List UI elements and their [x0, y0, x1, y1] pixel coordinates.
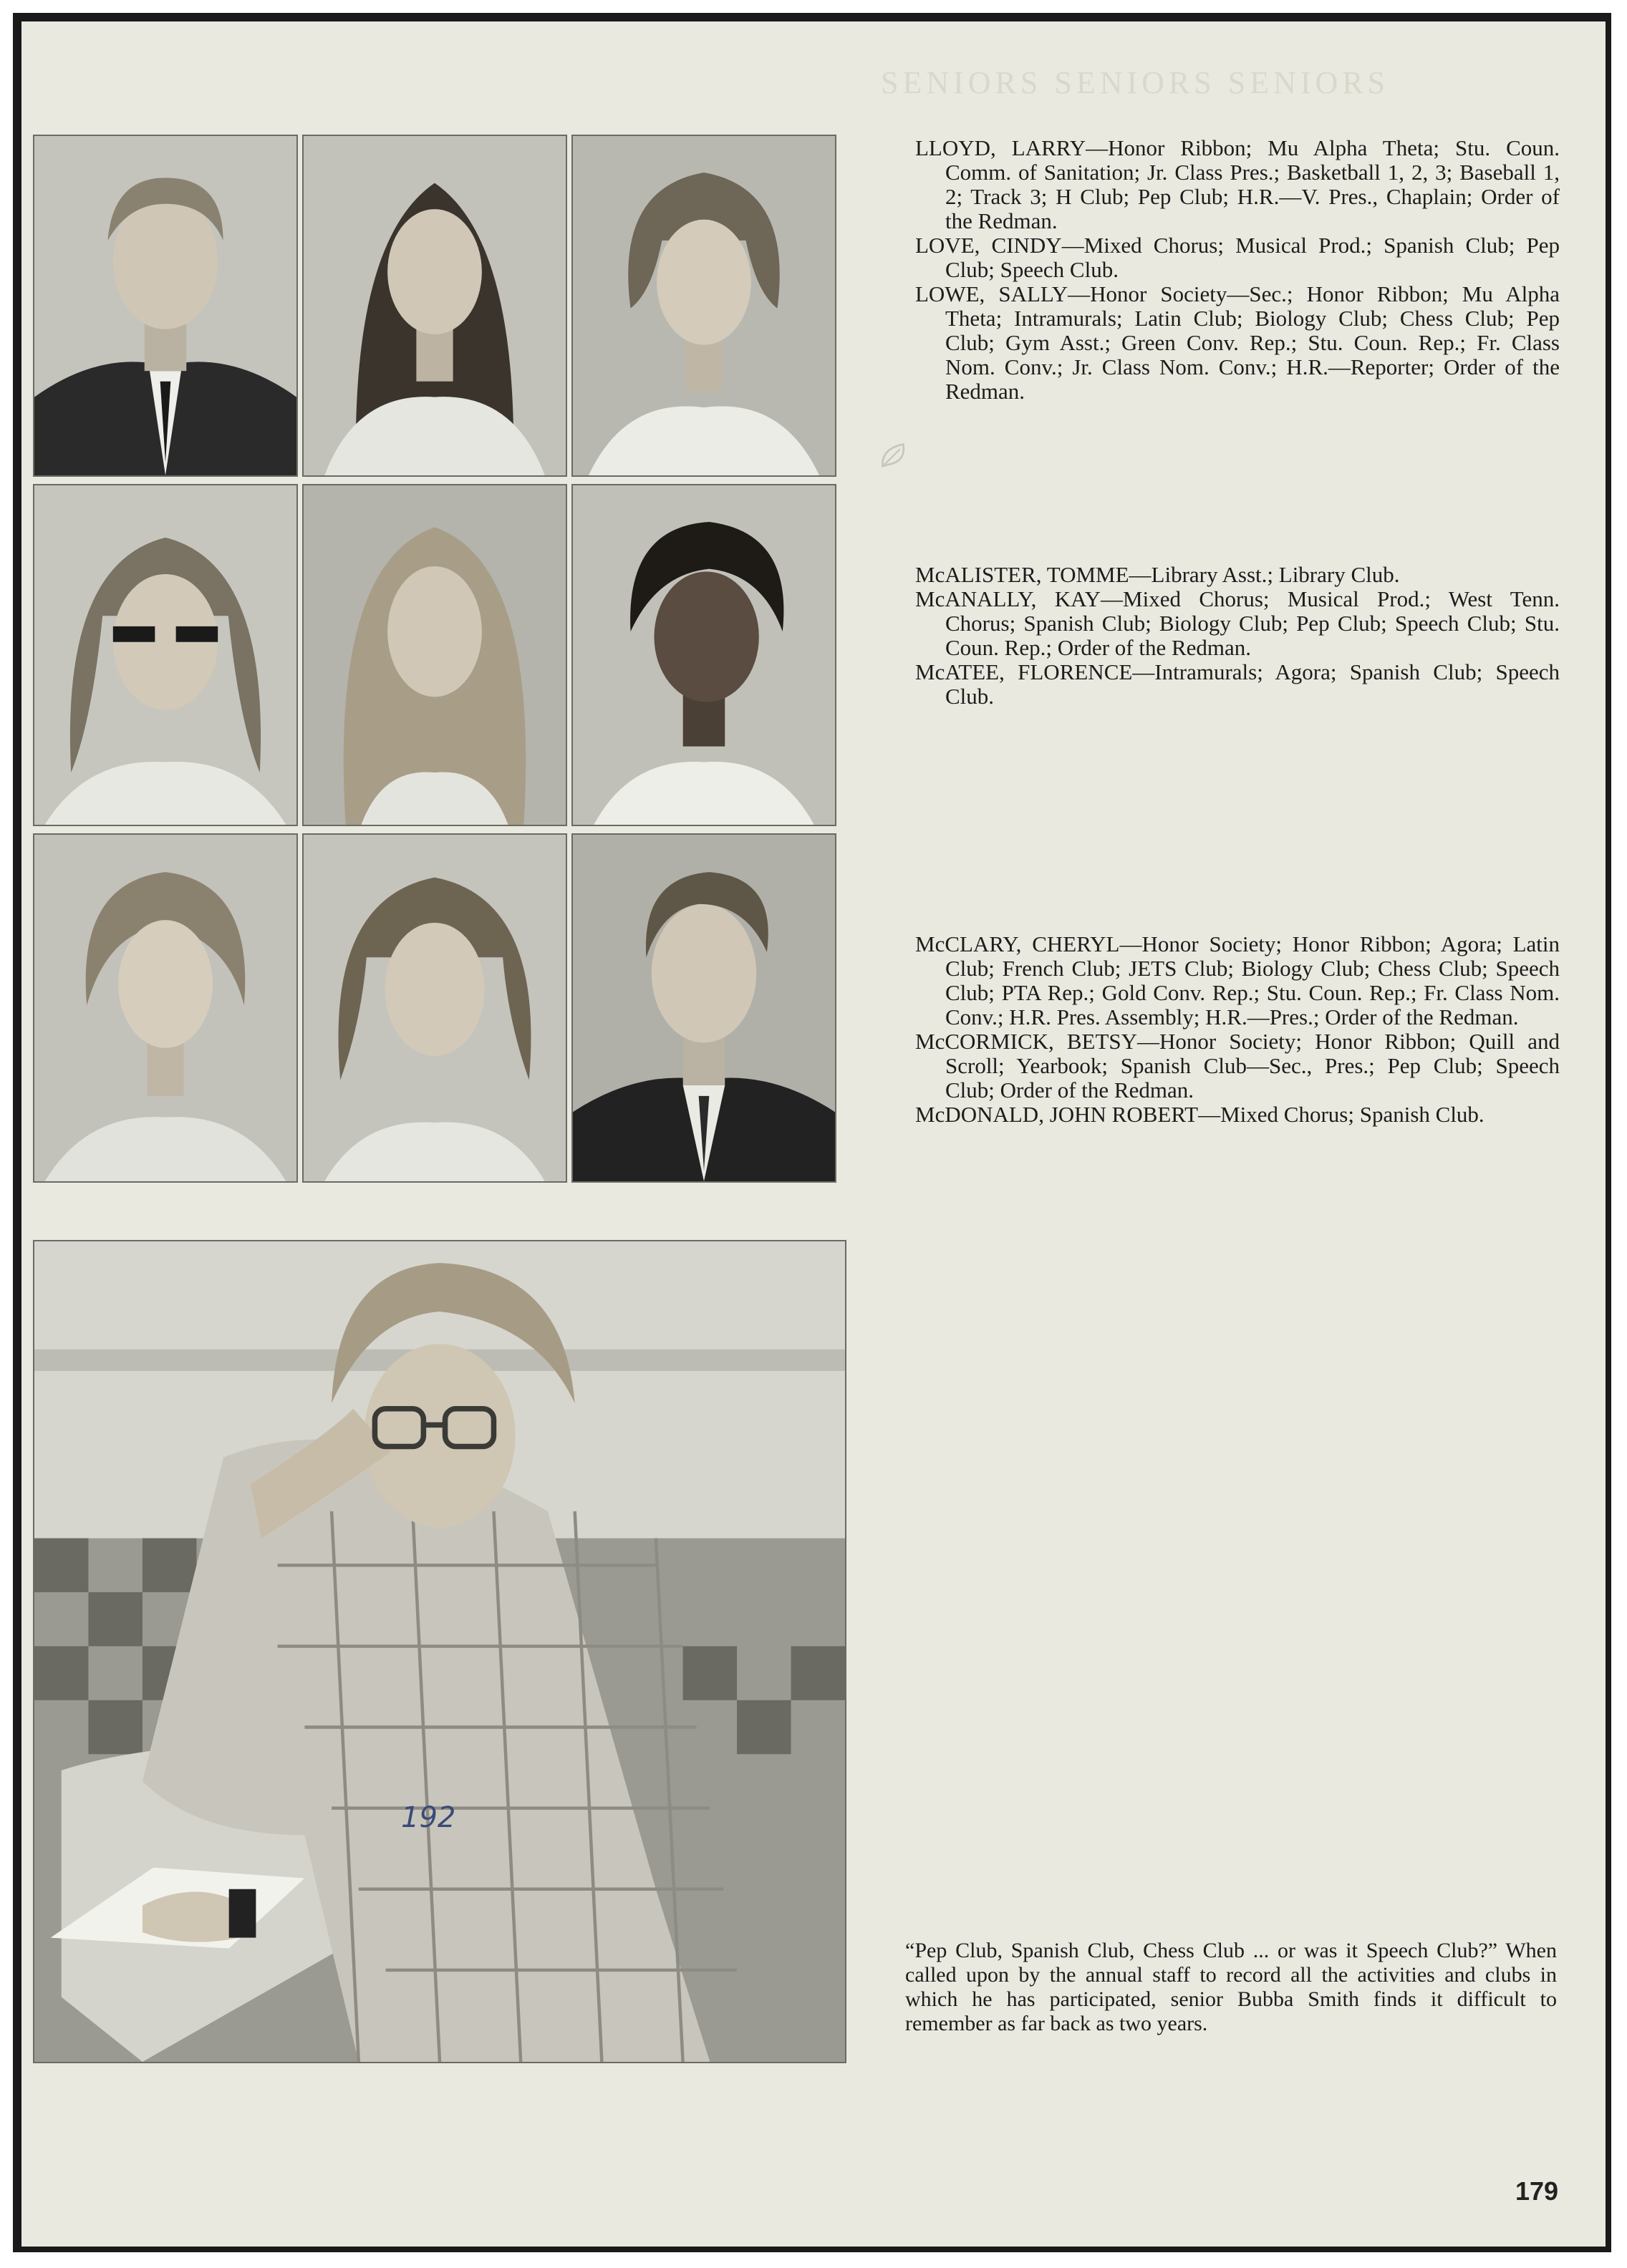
- entry-mccormick-betsy: McCORMICK, BETSY—Honor Society; Honor Ribbon; Quill and Scroll; Yearbook; Spanish Club—Sec., Pres.; Pep Club; Speech Club; Order of the Redman.: [915, 1029, 1560, 1102]
- portrait-lloyd-larry: [33, 135, 298, 477]
- entry-lowe-sally: LOWE, SALLY—Honor Society—Sec.; Honor Ribbon; Mu Alpha Theta; Intramurals; Latin Club; Biology Club; Chess Club; Pep Club; Gym Asst.; Green Conv. Rep.; Stu. Coun. Rep.; Fr. Class Nom. Conv.; Jr. Class Nom. Conv.; H.R.—Reporter; Order of the Redman.: [915, 281, 1560, 404]
- leaf-ornament-icon: [878, 440, 909, 471]
- portrait-mcalister-tomme: [33, 484, 298, 826]
- portrait-mcclary-cheryl: [33, 833, 298, 1183]
- portrait-mcatee-florence: [571, 484, 836, 826]
- portrait-mcanally-kay: [302, 484, 567, 826]
- senior-entries-group-2: [915, 563, 1560, 709]
- yearbook-page: [21, 21, 1606, 2247]
- portrait-mccormick-betsy: [302, 833, 567, 1183]
- entry-mcdonald-john-robert: McDONALD, JOHN ROBERT—Mixed Chorus; Spanish Club.: [915, 1102, 1484, 1127]
- portrait-mcdonald-john-robert: [571, 833, 836, 1183]
- entry-mcalister-tomme: McALISTER, TOMME—Library Asst.; Library Club.: [915, 562, 1400, 587]
- senior-entries-group-1: [915, 136, 1560, 404]
- photo-caption: “Pep Club, Spanish Club, Chess Club ... or was it Speech Club?” When called upon by the annual staff to record all the activities and clubs in which he has participated, senior Bubba Smith finds it difficult to remember as far back as two years.: [905, 1939, 1557, 2035]
- entry-love-cindy: LOVE, CINDY—Mixed Chorus; Musical Prod.; Spanish Club; Pep Club; Speech Club.: [915, 233, 1560, 282]
- senior-entries-group-3: [915, 932, 1560, 1127]
- bleed-through-text: SENIORS SENIORS SENIORS: [881, 65, 1390, 100]
- candid-photo-student-at-desk: [33, 1240, 846, 2063]
- entry-mcclary-cheryl: McCLARY, CHERYL—Honor Society; Honor Ribbon; Agora; Latin Club; French Club; JETS Club; Biology Club; Chess Club; Speech Club; PTA Rep.; Gold Conv. Rep.; Stu. Coun. Rep.; Fr. Class Nom. Conv.; H.R. Pres. Assembly; H.R.—Pres.; Order of the Redman.: [915, 931, 1560, 1029]
- entry-mcanally-kay: McANALLY, KAY—Mixed Chorus; Musical Prod.; West Tenn. Chorus; Spanish Club; Biology Club; Pep Club; Speech Club; Stu. Coun. Rep.; Order of the Redman.: [915, 586, 1560, 660]
- portrait-lowe-sally: [571, 135, 836, 477]
- page-number: 179: [1515, 2176, 1559, 2206]
- handwritten-note: 192: [401, 1801, 456, 1834]
- entry-mcatee-florence: McATEE, FLORENCE—Intramurals; Agora; Spanish Club; Speech Club.: [915, 659, 1560, 709]
- portrait-love-cindy: [302, 135, 567, 477]
- entry-lloyd-larry: LLOYD, LARRY—Honor Ribbon; Mu Alpha Theta; Stu. Coun. Comm. of Sanitation; Jr. Class Pres.; Basketball 1, 2, 3; Baseball 1, 2; Track 3; H Club; Pep Club; H.R.—V. Pres., Chaplain; Order of the Redman.: [915, 135, 1560, 233]
